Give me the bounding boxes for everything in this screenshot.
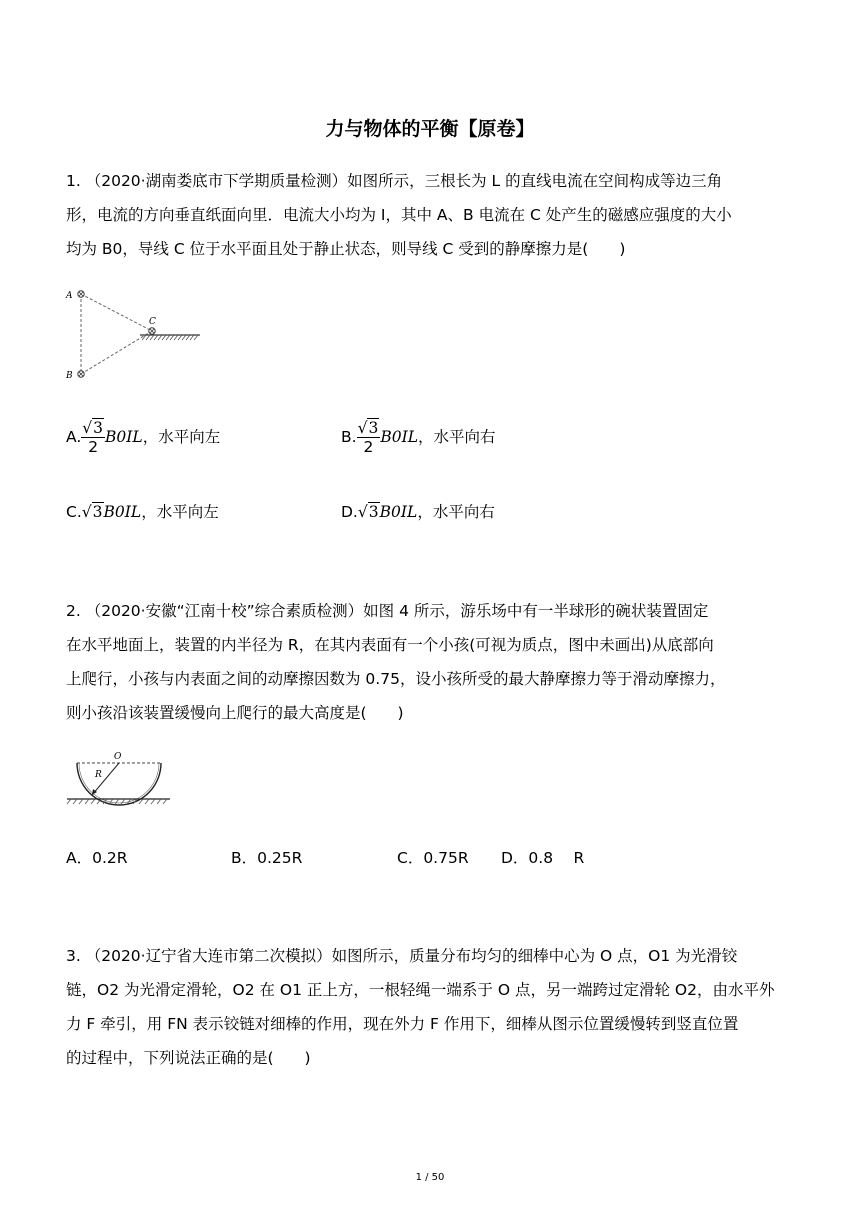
question-2-text <box>66 594 796 730</box>
q3-line-4: 的过程中，下列说法正确的是( ) <box>66 1049 311 1067</box>
q1-line-1: 1. （2020·湖南娄底市下学期质量检测）如图所示，三根长为 L 的直线电流在空间构成等边三角 <box>66 172 723 190</box>
question-3-text <box>66 939 796 1075</box>
page-title: 力与物体的平衡【原卷】 <box>325 118 535 140</box>
q1-option-a-text: ，水平向左 <box>142 428 221 446</box>
q1-label-a: A <box>66 291 73 301</box>
page-number: 1 / 50 <box>415 1172 445 1183</box>
q2-label-o: O <box>114 752 122 762</box>
q1-line-2: 形，电流的方向垂直纸面向里．电流大小均为 I，其中 A、B 电流在 C 处产生的磁感应强度的大小 <box>66 206 732 224</box>
q2-line-1: 2. （2020·安徽“江南十校”综合素质检测）如图 4 所示，游乐场中有一半球形的碗状装置固定 <box>66 602 709 620</box>
q1-option-c: C.√3B0IL，水平向左 <box>66 503 219 521</box>
q2-bowl-figure <box>62 750 174 806</box>
q3-line-3: 力 F 牵引，用 FN 表示铰链对细棒的作用，现在外力 F 作用下，细棒从图示位置缓慢转到竖直位置 <box>66 1015 739 1033</box>
q2-option-a: A．0.2R <box>66 849 128 867</box>
q1-option-c-text: ，水平向左 <box>141 503 219 521</box>
q2-option-b: B．0.25R <box>231 849 303 867</box>
q1-triangle-figure <box>60 285 210 385</box>
q2-option-d: D．0.8 R <box>501 849 585 867</box>
q1-option-d-letter: D. <box>341 503 358 521</box>
q1-option-a-expr: B0IL <box>105 428 143 446</box>
q3-line-1: 3. （2020·辽宁省大连市第二次模拟）如图所示，质量分布均匀的细棒中心为 O 点，O1 为光滑铰 <box>66 947 738 965</box>
q3-line-2: 链，O2 为光滑定滑轮，O2 在 O1 正上方，一根轻绳一端系于 O 点，另一端跨过定滑轮 O2，由水平外 <box>66 981 775 999</box>
q2-line-2: 在水平地面上，装置的内半径为 R，在其内表面有一个小孩(可视为质点，图中未画出)从底部向 <box>66 636 714 654</box>
q1-option-a-fraction: $\frac{√3}{2}$ <box>82 419 104 456</box>
q1-option-b-fraction: $\frac{√3}{2}$ <box>357 419 379 456</box>
q1-option-d-text: ，水平向右 <box>417 503 495 521</box>
q2-line-3: 上爬行，小孩与内表面之间的动摩擦因数为 0.75，设小孩所受的最大静摩擦力等于滑动摩擦力， <box>66 670 726 688</box>
q1-option-a <box>66 419 220 456</box>
q1-option-b-expr: B0IL <box>380 428 418 446</box>
q1-label-b: B <box>66 371 73 381</box>
q1-option-d-num: 3 <box>368 503 379 521</box>
q1-option-b-letter: B. <box>341 428 357 446</box>
q1-option-b-num: 3 <box>368 419 379 437</box>
q1-option-b-text: ，水平向右 <box>418 428 496 446</box>
q1-label-c: C <box>149 317 156 327</box>
q1-option-d: D.√3B0IL，水平向右 <box>341 503 495 521</box>
q1-option-c-expr: B0IL <box>103 503 142 521</box>
q1-option-b-den: 2 <box>363 438 374 456</box>
q2-line-4: 则小孩沿该装置缓慢向上爬行的最大高度是( ) <box>66 704 404 722</box>
q1-line-3: 均为 B0，导线 C 位于水平面且处于静止状态，则导线 C 受到的静摩擦力是( ) <box>66 240 626 258</box>
q1-option-d-expr: B0IL <box>379 503 418 521</box>
q1-option-a-num: 3 <box>93 419 104 437</box>
question-1-text <box>66 164 796 266</box>
q1-option-a-letter: A. <box>66 428 82 446</box>
q1-option-c-letter: C. <box>66 503 82 521</box>
q1-option-c-num: 3 <box>92 503 103 521</box>
q1-option-b <box>341 419 496 456</box>
q1-option-a-den: 2 <box>88 438 99 456</box>
q2-label-r: R <box>95 770 102 780</box>
q2-option-c: C．0.75R <box>397 849 469 867</box>
